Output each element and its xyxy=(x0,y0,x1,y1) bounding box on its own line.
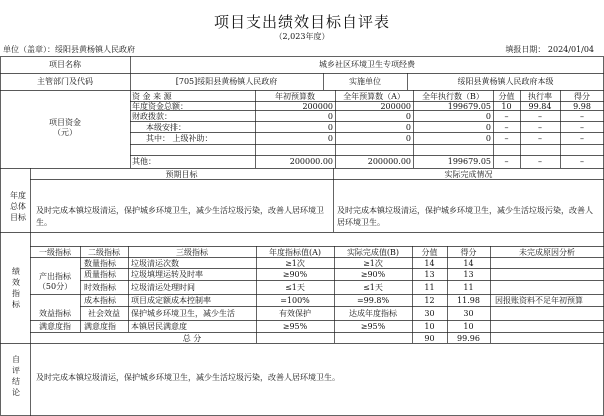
date-label: 填报日期： 2024/01/04 xyxy=(505,45,594,54)
fund-row-score: – xyxy=(580,134,584,143)
ind-row-l3: 垃圾清运次数 xyxy=(131,259,179,268)
goals-actual-text: 及时完成本镇垃圾清运，保护城乡环境卫生，减少生活垃圾污染，改善人居环境卫生。 xyxy=(337,206,593,227)
fund-row-weight: 10 xyxy=(501,102,512,111)
funds-header-annual: 全年预算数（A） xyxy=(343,92,405,101)
fund-row-source: 年度资金总额： xyxy=(132,102,188,111)
fund-row-weight: – xyxy=(504,157,509,166)
ind-total-weight: 90 xyxy=(424,334,435,343)
ind-row-target: ≤1天 xyxy=(285,283,305,292)
funds-header-weight: 分值 xyxy=(498,92,515,101)
indicators-label: 绩效指标 xyxy=(12,267,20,309)
goals-target-text: 及时完成本镇垃圾清运，保护城乡环境卫生，减少生活垃圾污染，改善人居环境卫生。 xyxy=(36,206,324,227)
fund-row-executed: 0 xyxy=(485,123,491,132)
fund-row-source: 财政拨款： xyxy=(132,112,172,121)
fund-row-source: 本级安排： xyxy=(146,123,186,132)
ind-row-weight: 30 xyxy=(424,309,435,318)
dept-value: [705]绥阳县黄杨镇人民政府 xyxy=(175,77,278,86)
fund-row-annual: 0 xyxy=(405,123,411,132)
funds-header-initial: 年初预算数 xyxy=(275,92,315,101)
ind-header-weight: 分值 xyxy=(421,248,438,257)
ind-l1-extra: 社会效益 xyxy=(88,309,120,318)
ind-l1-output: 产出指标 （50分） xyxy=(37,272,73,291)
fund-row-weight: – xyxy=(504,123,509,132)
fund-row-executed: 199679.05 xyxy=(447,157,491,166)
ind-total-score: 99.96 xyxy=(457,334,480,343)
ind-header-l2: 二级指标 xyxy=(88,248,120,257)
ind-header-actual: 实际完成值(B) xyxy=(346,248,400,257)
fund-row-score: – xyxy=(580,157,584,166)
ind-row-score: 13 xyxy=(463,270,474,279)
ind-total-label: 总 分 xyxy=(182,334,202,343)
ind-row-weight: 11 xyxy=(424,283,435,292)
fund-row-rate: – xyxy=(538,134,542,143)
funds-label: 项目资金 （元） xyxy=(49,118,81,137)
fund-row-weight: – xyxy=(504,112,509,121)
fund-row-source: 其他： xyxy=(132,157,156,166)
funds-header-rate: 执行率 xyxy=(528,92,552,101)
ind-header-l3: 三级指标 xyxy=(176,248,208,257)
ind-header-reason: 未完成原因分析 xyxy=(519,248,575,257)
page-title: 项目支出绩效目标自评表 xyxy=(213,13,390,31)
fund-row-annual: 0 xyxy=(405,134,411,143)
fund-row-initial: 0 xyxy=(327,123,333,132)
fund-row-rate: 99.84 xyxy=(528,102,552,111)
goals-actual-header: 实际完成情况 xyxy=(444,170,493,179)
goals-target-header: 预期目标 xyxy=(165,170,198,179)
ind-header-l1: 一级指标 xyxy=(39,248,71,257)
fund-row-rate: – xyxy=(538,123,542,132)
conclusion-label: 自评结论 xyxy=(12,355,20,397)
unit-label: 单位（盖章）：绥阳县黄杨镇人民政府 xyxy=(3,45,135,54)
ind-row-target: =100% xyxy=(280,296,310,305)
funds-header-source: 资 金 来 源 xyxy=(132,92,172,101)
ind-row-score: 10 xyxy=(463,322,474,331)
impl-label: 实施单位 xyxy=(349,77,381,86)
ind-row-actual: =99.8% xyxy=(356,296,390,305)
fund-row-executed: 0 xyxy=(485,112,491,121)
fund-row-executed: 199679.05 xyxy=(447,102,491,111)
fund-row-initial: 0 xyxy=(327,112,333,121)
ind-row-target: ≥1次 xyxy=(285,259,305,268)
fund-row-annual: 200000.00 xyxy=(367,157,411,166)
funds-header-score: 得分 xyxy=(574,92,590,101)
ind-row-actual: ≥1次 xyxy=(363,259,383,268)
fund-row-annual: 200000 xyxy=(380,102,411,111)
ind-l1-benefit: 效益指标 xyxy=(39,309,71,318)
ind-row-l2: 成本指标 xyxy=(84,296,116,305)
ind-row-actual: ≤1天 xyxy=(363,283,383,292)
fund-row-score: – xyxy=(580,112,584,121)
ind-row-l3: 项目成定额成本控制率 xyxy=(131,296,211,305)
project-name-value: 城乡社区环境卫生专项经费 xyxy=(319,60,415,69)
project-name-label: 项目名称 xyxy=(49,60,81,69)
ind-row-actual: 达成年度指标 xyxy=(349,309,397,318)
ind-row-l3: 垃圾填埋运转及时率 xyxy=(131,270,203,279)
conclusion-text: 及时完成本镇垃圾清运，保护城乡环境卫生，减少生活垃圾污染，改善人居环境卫生。 xyxy=(36,373,340,382)
ind-row-score: 11.98 xyxy=(457,296,480,305)
fund-row-weight: – xyxy=(504,134,509,143)
ind-row-score: 30 xyxy=(463,309,474,318)
ind-row-l3: 本镇居民满意度 xyxy=(131,322,187,331)
dept-label: 主管部门及代码 xyxy=(37,77,93,86)
ind-header-target: 年度指标值(A) xyxy=(268,248,322,257)
ind-row-target: ≥95% xyxy=(282,322,308,331)
ind-row-l2: 满意度指 xyxy=(84,322,116,331)
fund-row-rate: – xyxy=(538,157,542,166)
funds-header-executed: 全年执行数（B） xyxy=(422,92,484,101)
ind-row-l2: 时效指标 xyxy=(84,283,116,292)
ind-l1-satisfaction: 满意度指 xyxy=(39,322,71,331)
fund-row-initial: 200000.00 xyxy=(289,157,333,166)
ind-row-l3: 垃圾清运处理时间 xyxy=(131,283,195,292)
ind-row-l2: 数量指标 xyxy=(84,259,116,268)
ind-row-target: ≥90% xyxy=(282,270,308,279)
ind-row-weight: 14 xyxy=(424,259,435,268)
ind-row-reason: 因报账资料不足年初预算 xyxy=(495,296,583,305)
ind-row-score: 14 xyxy=(463,259,474,268)
ind-row-score: 11 xyxy=(463,283,474,292)
ind-row-actual: ≥90% xyxy=(360,270,386,279)
ind-row-l2: 质量指标 xyxy=(84,270,116,279)
goals-label: 年度总体目标 xyxy=(10,191,26,222)
fund-row-score: 9.98 xyxy=(573,102,591,111)
fund-row-annual: 0 xyxy=(405,112,411,121)
impl-value: 绥阳县黄杨镇人民政府本级 xyxy=(457,77,554,86)
ind-row-weight: 13 xyxy=(424,270,435,279)
ind-row-l3: 保护城乡环境卫生，减少生活 xyxy=(131,309,235,318)
fund-row-rate: – xyxy=(538,112,542,121)
ind-row-target: 有效保护 xyxy=(279,309,311,318)
ind-header-score: 得分 xyxy=(460,248,477,257)
fund-row-initial: 0 xyxy=(327,134,333,143)
fund-row-source: 其中： 上级补助： xyxy=(146,134,213,143)
fund-row-executed: 0 xyxy=(485,134,491,143)
fund-row-score: – xyxy=(580,123,584,132)
ind-row-weight: 10 xyxy=(424,322,435,331)
ind-row-actual: ≥95% xyxy=(360,322,386,331)
ind-row-weight: 12 xyxy=(424,296,435,305)
report-year: （2,023年度） xyxy=(274,32,330,41)
fund-row-initial: 200000 xyxy=(302,102,333,111)
